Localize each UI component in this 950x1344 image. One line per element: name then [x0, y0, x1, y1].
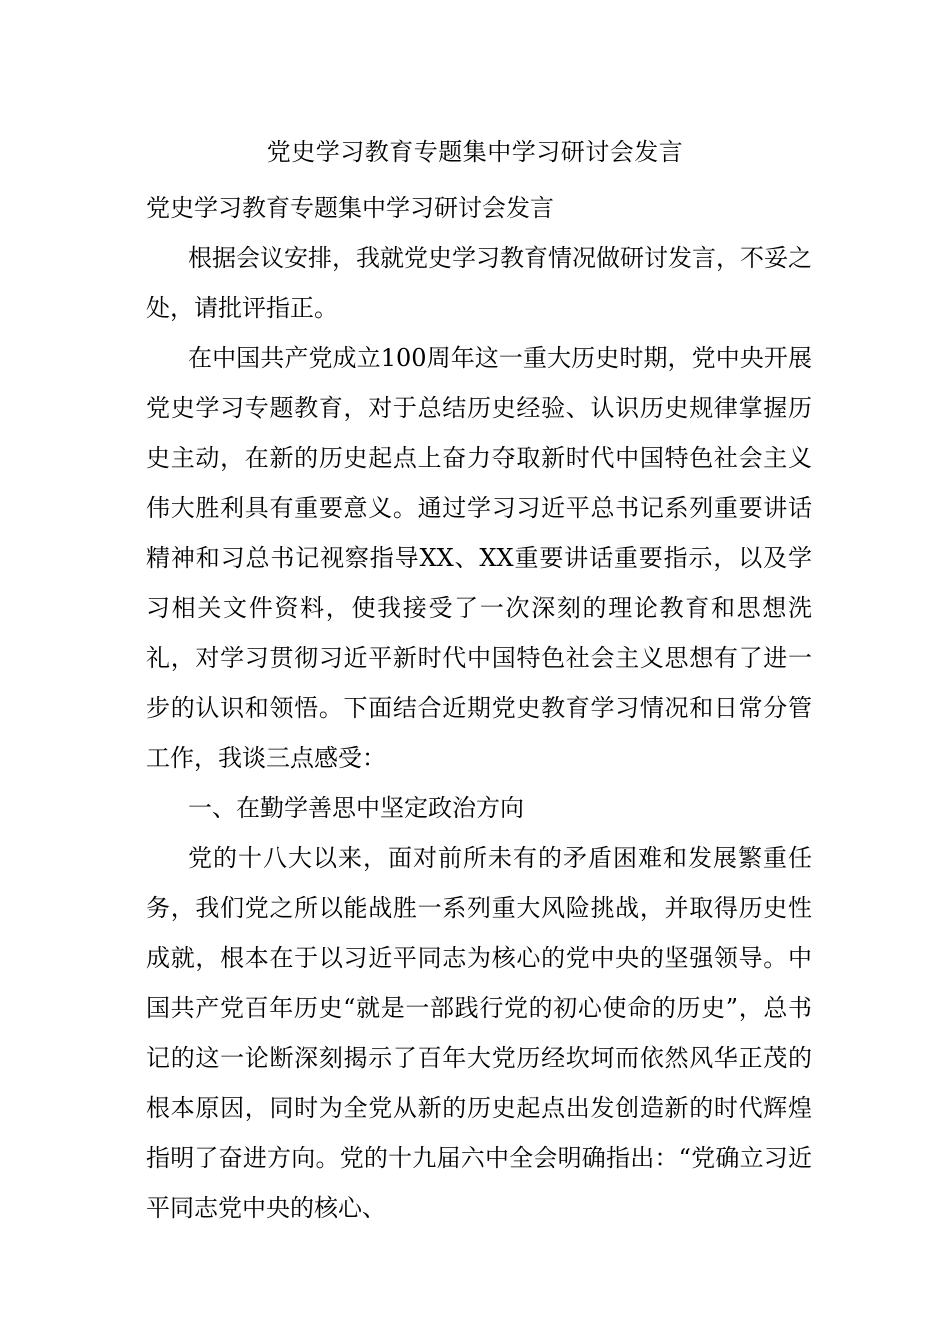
paragraph-background: 在中国共产党成立100周年这一重大历史时期，党中央开展党史学习专题教育，对于总结历史经验、认识历史规律掌握历史主动，在新的历史起点上奋力夺取新时代中国特色社会主义伟大胜利具有重要意义。通过学习习近平总书记系列重要讲话精神和习总书记视察指导XX、XX重要讲话重要指示，以及学习相关文件资料，使我接受了一次深刻的理论教育和思想洗礼，对学习贯彻习近平新时代中国特色社会主义思想有了进一步的认识和领悟。下面结合近期党史教育学习情况和日常分管工作，我谈三点感受：	[146, 344, 812, 772]
document-body	[146, 183, 812, 1233]
paragraph-intro: 根据会议安排，我就党史学习教育情况做研讨发言，不妥之处，请批评指正。	[146, 244, 812, 322]
document-subtitle: 党史学习教育专题集中学习研讨会发言	[146, 194, 554, 222]
document-title: 党史学习教育专题集中学习研讨会发言	[266, 138, 684, 166]
paragraph-section-1: 党的十八大以来，面对前所未有的矛盾困难和发展繁重任务，我们党之所以能战胜一系列重大风险挑战，并取得历史性成就，根本在于以习近平同志为核心的党中央的坚强领导。中国共产党百年历史“就是一部践行党的初心使命的历史”，总书记的这一论断深刻揭示了百年大党历经坎坷而依然风华正茂的根本原因，同时为全党从新的历史起点出发创造新的时代辉煌指明了奋进方向。党的十九届六中全会明确指出：“党确立习近平同志党中央的核心、	[146, 844, 812, 1222]
section-heading-1: 一、在勤学善思中坚定政治方向	[188, 794, 524, 822]
